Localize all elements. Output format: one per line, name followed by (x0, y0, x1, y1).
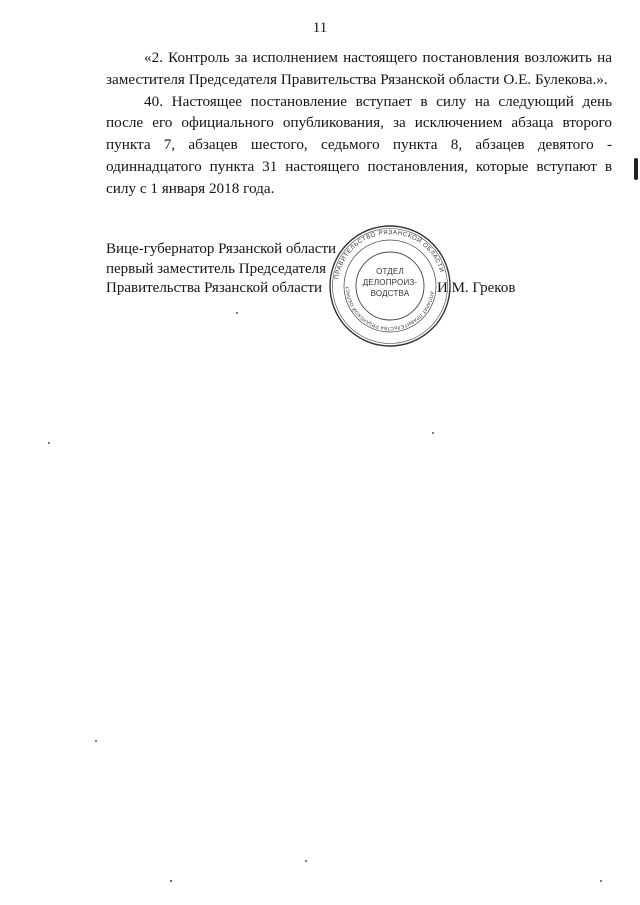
scan-edge-mark (634, 158, 638, 180)
scan-speck (236, 312, 238, 314)
scan-speck (305, 860, 307, 862)
stamp-outer-text: ПРАВИТЕЛЬСТВО РЯЗАНСКОЙ ОБЛАСТИ (333, 228, 446, 280)
scan-speck (600, 880, 602, 882)
scan-speck (432, 432, 434, 434)
signatory-name: И.М. Греков (437, 280, 516, 296)
scan-speck (170, 880, 172, 882)
stamp-center-line: ВОДСТВА (370, 289, 410, 298)
signatory-position-line: Вице-губернатор Рязанской области (106, 241, 337, 257)
scan-speck (95, 740, 97, 742)
stamp-center-line: ОТДЕЛ (376, 267, 404, 276)
scan-speck (48, 442, 50, 444)
document-body (106, 47, 612, 200)
stamp-inner-text: АППАРАТ ПРАВИТЕЛЬСТВА РЯЗАНСКОЙ ОБЛАСТ (345, 285, 434, 331)
official-stamp (328, 224, 452, 348)
page-number: 11 (312, 20, 328, 36)
signatory-position-line: первый заместитель Председателя (106, 260, 326, 277)
paragraph-control-clause: «2. Контроль за исполнением настоящего постановления возложить на заместителя Председателя Правительства Рязанской области О.Е. Булекова.». (106, 49, 612, 88)
signatory-position-line: Правительства Рязанской области (106, 280, 323, 296)
signatory-position (106, 240, 336, 299)
stamp-center-line: ДЕЛОПРОИЗ- (362, 278, 418, 287)
paragraph-entry-into-force: 40. Настоящее постановление вступает в силу на следующий день после его официального опубликования, за исключением абзаца второго пункта 7, абзацев шестого, седьмого пункта 8, абзацев девятого - одиннадцатого пункта 31 настоящего постановления, которые вступают в силу с 1 января 2018 года. (106, 92, 612, 197)
stamp-center-text (328, 266, 452, 299)
